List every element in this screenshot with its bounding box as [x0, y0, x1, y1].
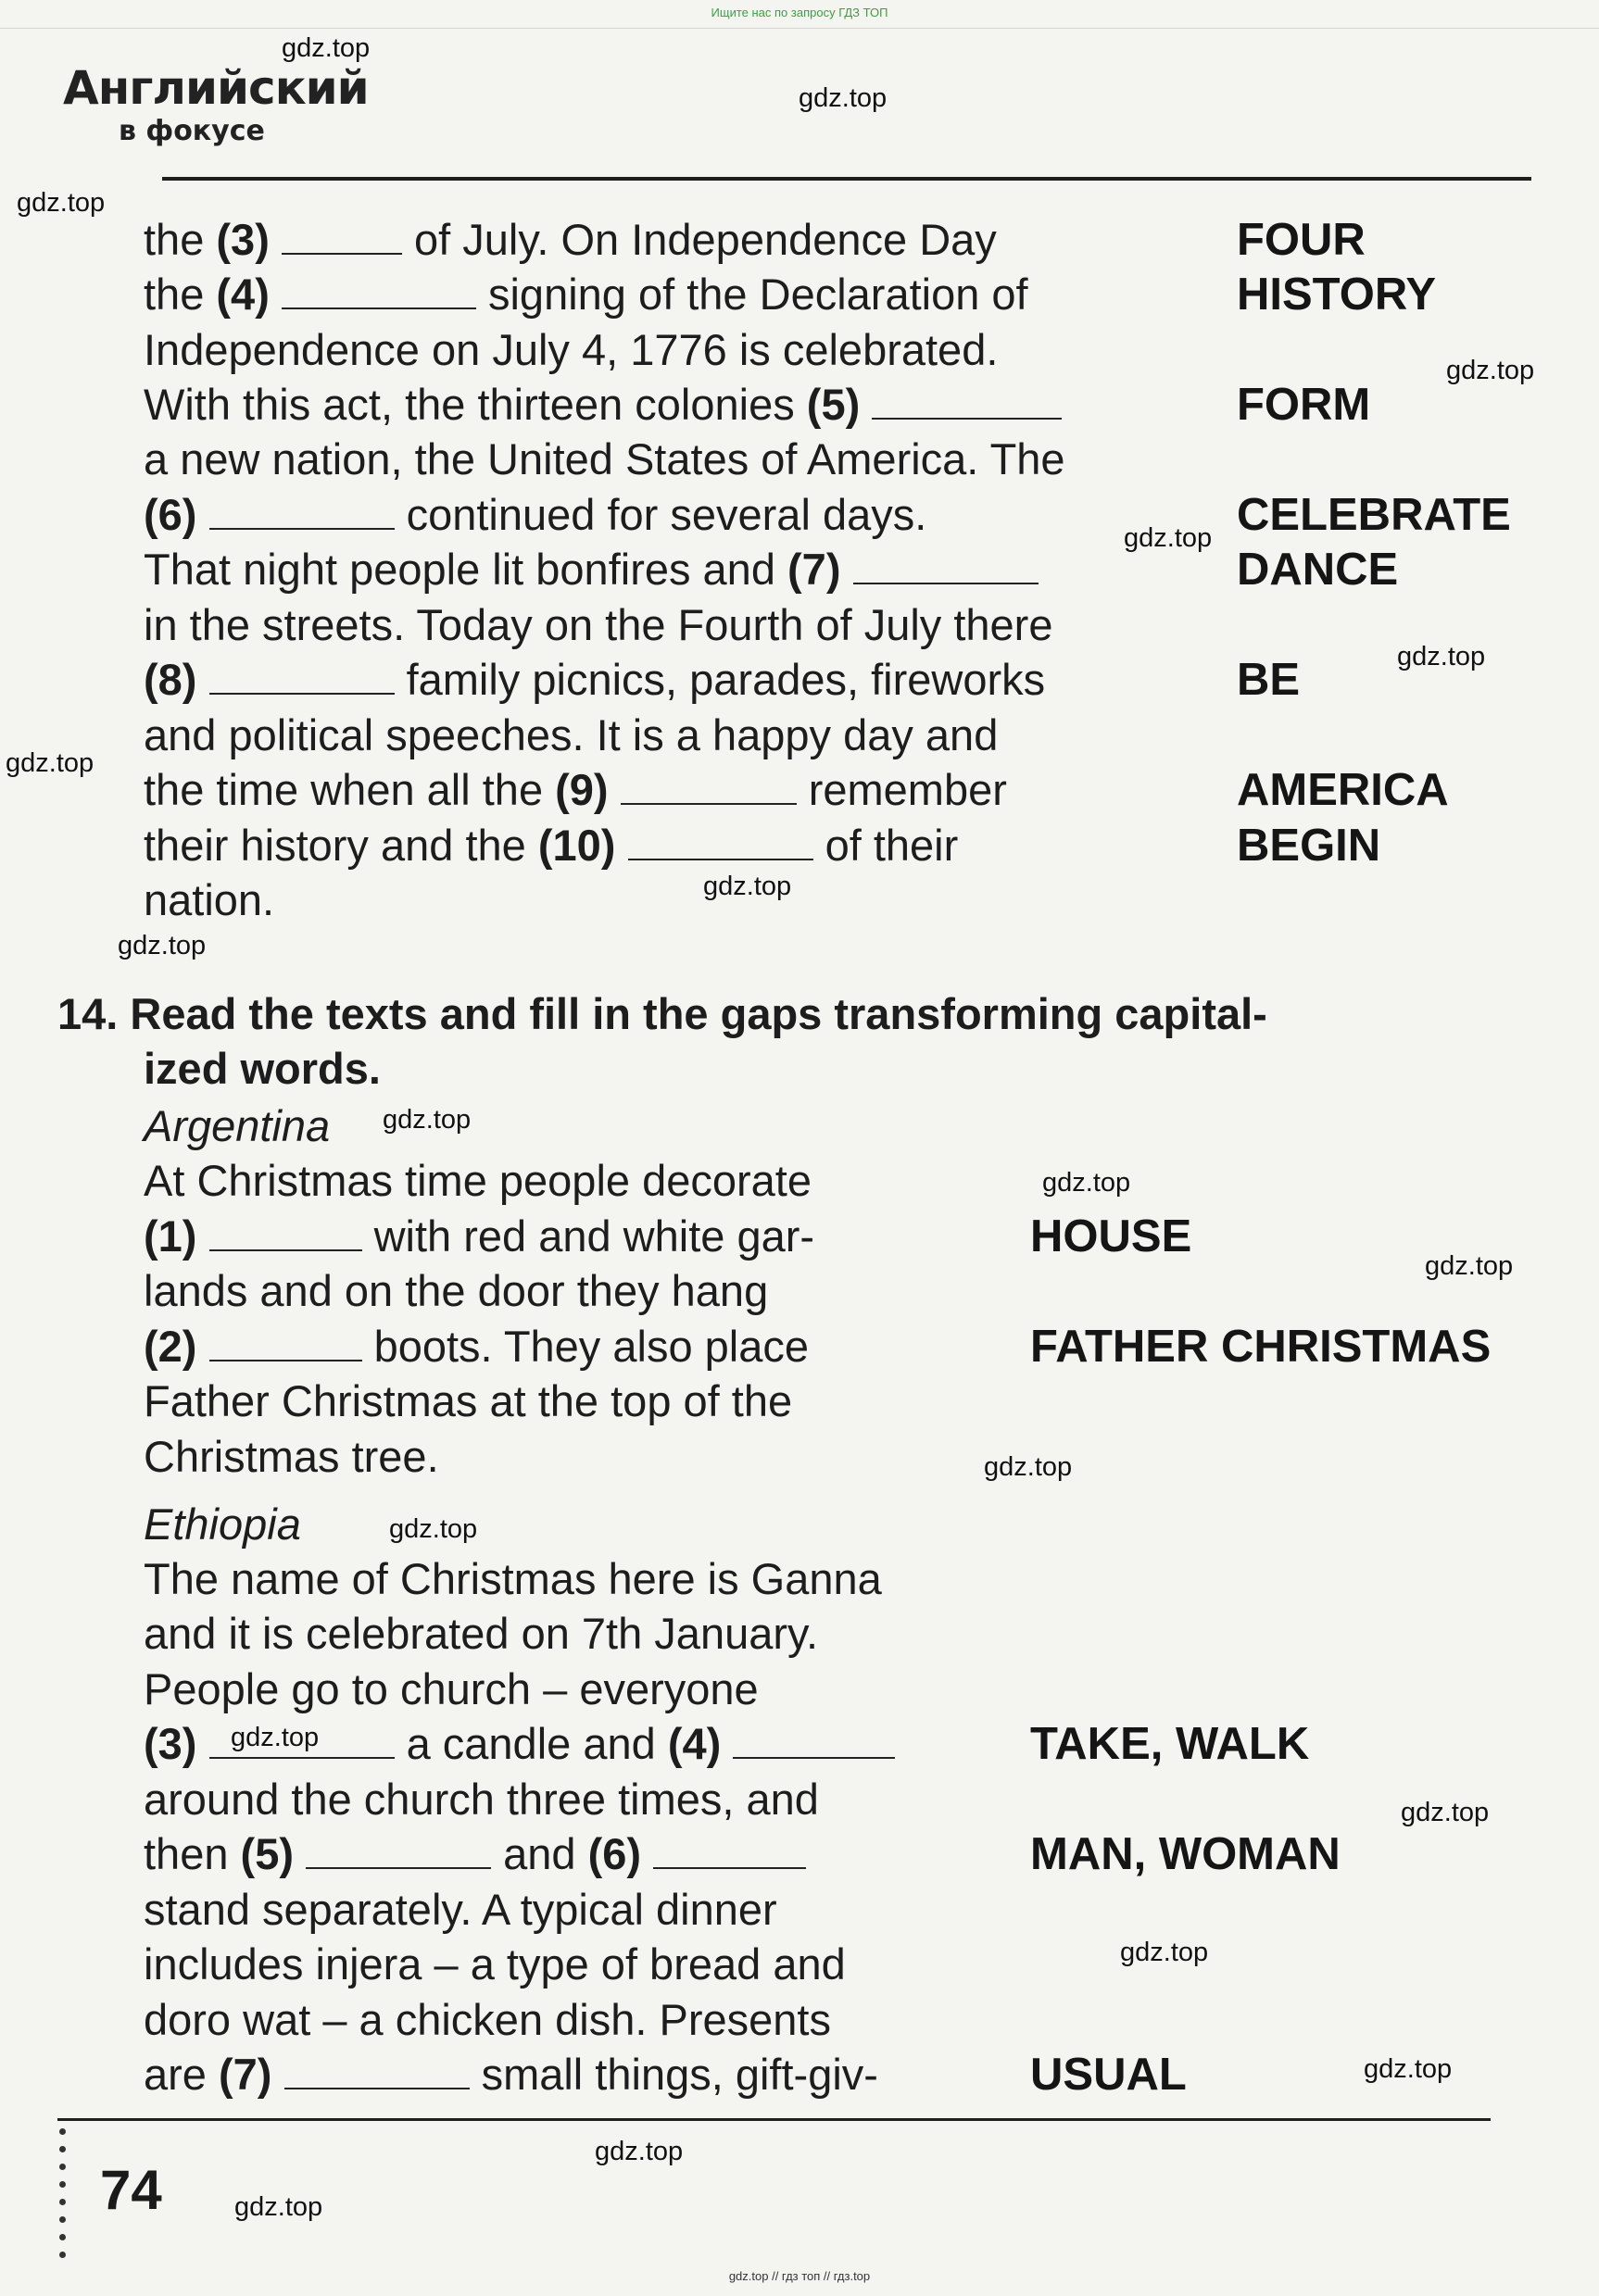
- watermark: gdz.top: [1124, 523, 1213, 553]
- answer-gap[interactable]: [209, 656, 395, 695]
- answer-gap[interactable]: [621, 766, 797, 805]
- text-line: and political speeches. It is a happy day and: [144, 710, 999, 759]
- answer-gap[interactable]: [284, 2051, 470, 2089]
- keyword: HISTORY: [1237, 270, 1437, 320]
- text-line: are (7) small things, gift-giv-: [144, 2050, 878, 2099]
- answer-gap[interactable]: [282, 216, 402, 255]
- watermark: gdz.top: [231, 1723, 320, 1752]
- text-line: At Christmas time people decorate: [144, 1156, 812, 1205]
- text-line: (2) boots. They also place: [144, 1322, 810, 1371]
- text-line: and it is celebrated on 7th January.: [144, 1609, 819, 1658]
- keyword: BEGIN: [1237, 821, 1381, 871]
- top-banner: Ищите нас по запросу ГДЗ ТОП: [711, 6, 888, 19]
- watermark: gdz.top: [6, 748, 94, 778]
- keyword: USUAL: [1030, 2050, 1187, 2100]
- exercise-instruction-cont: ized words.: [144, 1044, 381, 1093]
- keyword: HOUSE: [1030, 1211, 1192, 1261]
- footer-dots: [57, 2128, 69, 2277]
- text-line: Christmas tree.: [144, 1432, 439, 1481]
- answer-gap[interactable]: [872, 381, 1062, 420]
- answer-gap[interactable]: [628, 822, 813, 860]
- keyword: MAN, WOMAN: [1030, 1829, 1341, 1879]
- watermark: gdz.top: [1042, 1168, 1131, 1198]
- answer-gap[interactable]: [209, 1212, 362, 1251]
- watermark: gdz.top: [389, 1514, 478, 1544]
- watermark: gdz.top: [1364, 2054, 1453, 2084]
- watermark: gdz.top: [118, 931, 207, 960]
- watermark: gdz.top: [1397, 642, 1486, 671]
- text-line: (1) with red and white gar-: [144, 1211, 815, 1261]
- text-line: People go to church – everyone: [144, 1664, 759, 1713]
- text-line: (6) continued for several days.: [144, 490, 927, 539]
- text-line: the time when all the (9) remember: [144, 765, 1007, 814]
- logo-title: Английский: [63, 61, 369, 115]
- keyword: FATHER CHRISTMAS: [1030, 1322, 1492, 1372]
- text-line: lands and on the door they hang: [144, 1266, 769, 1315]
- text-line: Father Christmas at the top of the: [144, 1376, 793, 1425]
- keyword: BE: [1237, 655, 1301, 705]
- logo-subtitle: в фокусе: [119, 115, 265, 147]
- keyword: TAKE, WALK: [1030, 1719, 1310, 1769]
- watermark: gdz.top: [1425, 1251, 1514, 1281]
- answer-gap[interactable]: [653, 1830, 806, 1869]
- section-title-ethiopia: Ethiopia: [144, 1499, 301, 1549]
- answer-gap[interactable]: [282, 270, 476, 309]
- watermark: gdz.top: [17, 188, 106, 218]
- footer-rule: [57, 2118, 1491, 2121]
- exercise-14-heading: [57, 987, 1267, 1041]
- top-divider: [0, 28, 1599, 29]
- watermark: gdz.top: [1446, 356, 1535, 385]
- watermark: gdz.top: [1120, 1938, 1209, 1967]
- watermark: gdz.top: [595, 2137, 684, 2166]
- watermark: gdz.top: [703, 872, 792, 901]
- text-line: nation.: [144, 875, 275, 924]
- answer-gap[interactable]: [209, 491, 395, 530]
- keyword: FOUR: [1237, 215, 1366, 265]
- exercise-instruction: Read the texts and fill in the gaps transforming capital-: [130, 989, 1267, 1038]
- bottom-banner: gdz.top // гдз топ // гдз.top: [728, 2269, 871, 2283]
- text-line: (8) family picnics, parades, fireworks: [144, 655, 1046, 704]
- answer-gap[interactable]: [209, 1323, 362, 1361]
- text-line: stand separately. A typical dinner: [144, 1885, 777, 1934]
- answer-gap[interactable]: [733, 1720, 895, 1759]
- text-line: the (3) of July. On Independence Day: [144, 215, 997, 264]
- textbook-logo: [63, 61, 369, 167]
- section-title-argentina: Argentina: [144, 1101, 331, 1150]
- answer-gap[interactable]: [853, 546, 1039, 584]
- page-number: 74: [100, 2159, 162, 2221]
- text-line: in the streets. Today on the Fourth of July there: [144, 600, 1053, 649]
- keyword: CELEBRATE: [1237, 490, 1511, 540]
- text-line: the (4) signing of the Declaration of: [144, 270, 1028, 319]
- exercise-number: 14.: [57, 989, 119, 1038]
- watermark: gdz.top: [282, 33, 371, 63]
- keyword: AMERICA: [1237, 765, 1449, 815]
- watermark: gdz.top: [984, 1452, 1073, 1482]
- text-line: a new nation, the United States of America. The: [144, 434, 1065, 483]
- keyword: FORM: [1237, 380, 1371, 430]
- watermark: gdz.top: [799, 83, 888, 113]
- text-line: doro wat – a chicken dish. Presents: [144, 1995, 831, 2044]
- text-line: With this act, the thirteen colonies (5): [144, 378, 1062, 432]
- text-line: The name of Christmas here is Ganna: [144, 1554, 882, 1603]
- text-line: around the church three times, and: [144, 1775, 819, 1824]
- watermark: gdz.top: [234, 2192, 323, 2222]
- text-line: then (5) and (6): [144, 1827, 806, 1881]
- text-line: Independence on July 4, 1776 is celebrated.: [144, 325, 999, 374]
- text-line: (3) a candle and (4): [144, 1717, 895, 1771]
- keyword: DANCE: [1237, 545, 1399, 595]
- text-line: That night people lit bonfires and (7): [144, 543, 1039, 596]
- answer-gap[interactable]: [306, 1830, 491, 1869]
- text-line: includes injera – a type of bread and: [144, 1939, 846, 1989]
- text-line: their history and the (10) of their: [144, 821, 959, 870]
- watermark: gdz.top: [383, 1105, 472, 1135]
- watermark: gdz.top: [1401, 1798, 1490, 1827]
- header-rule: [162, 177, 1531, 181]
